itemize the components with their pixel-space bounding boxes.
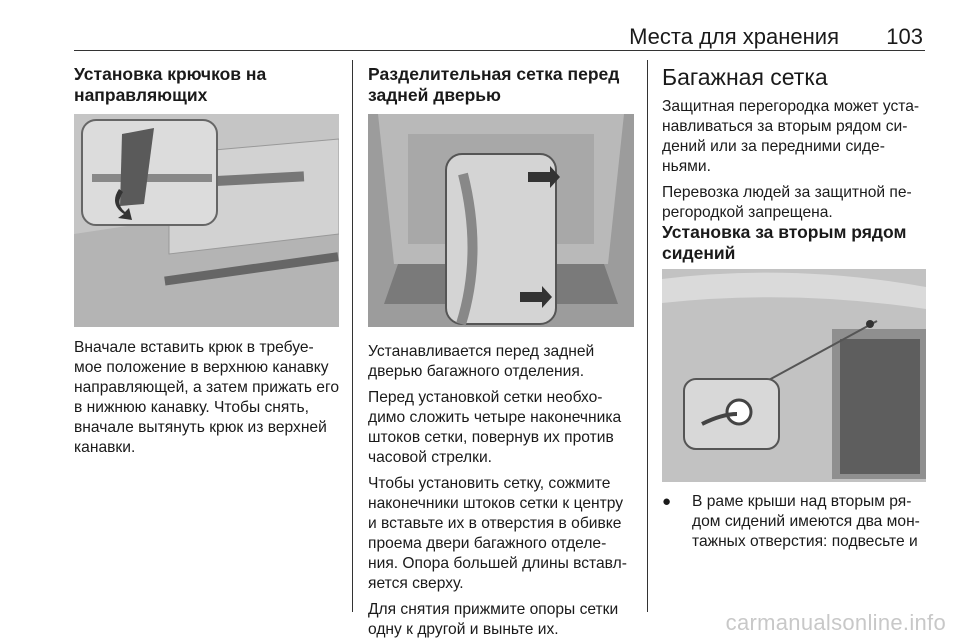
page-header (74, 24, 925, 51)
bullet-dot: ● (662, 493, 672, 510)
page-number: 103 (886, 24, 923, 49)
section-title: Места для хранения (629, 24, 839, 49)
column-partition-net (368, 64, 634, 638)
column-hooks (74, 64, 339, 456)
luggage-net-intro (662, 97, 926, 223)
column-luggage-net (662, 64, 926, 550)
partition-net-paragraph: Устанавливается перед задней дверью багажного отделения. (368, 343, 595, 380)
second-row-heading: Установка за вторым рядом сидений (662, 222, 907, 263)
column-divider (352, 60, 353, 612)
luggage-net-title: Багажная сетка (662, 64, 828, 90)
luggage-net-paragraph: Перевозка людей за защитной пе-регородкой запрещена. (662, 184, 912, 221)
watermark: carmanualsonline.info (725, 610, 946, 635)
bullet-text: В раме крыши над вторым ря-дом сидений имеются два мон-тажных отверстия: подвесьте и (692, 493, 920, 550)
partition-net-heading: Разделительная сетка перед задней дверью (368, 64, 620, 105)
hooks-instructions: Вначале вставить крюк в требуе-мое положение в верхнюю канавку направляющей, а затем прижать его в нижнюю канавку. Чтобы снять, вначале вытянуть крюк из верхней канавки. (74, 339, 339, 456)
luggage-net-illustration (662, 269, 926, 482)
hooks-illustration (74, 114, 339, 327)
hooks-heading: Установка крючков на направляющих (74, 64, 267, 105)
column-divider (647, 60, 648, 612)
partition-net-text (368, 342, 634, 640)
partition-net-paragraph: Для снятия прижмите опоры сетки одну к другой и выньте их. (368, 601, 619, 638)
partition-net-illustration (368, 114, 634, 327)
bullet-item (662, 492, 926, 552)
partition-net-paragraph: Чтобы установить сетку, сожмите наконечники штоков сетки к центру и вставьте их в отверстия в обивке проема двери багажного отделе-ния. Опора большей длины вставл-яется сверху. (368, 475, 627, 592)
partition-net-paragraph: Перед установкой сетки необхо-димо сложить четыре наконечника штоков сетки, повернув их против часовой стрелки. (368, 389, 622, 466)
luggage-net-paragraph: Защитная перегородка может уста-навливаться за вторым рядом си-дений или за передними сиде-ньями. (662, 98, 920, 175)
